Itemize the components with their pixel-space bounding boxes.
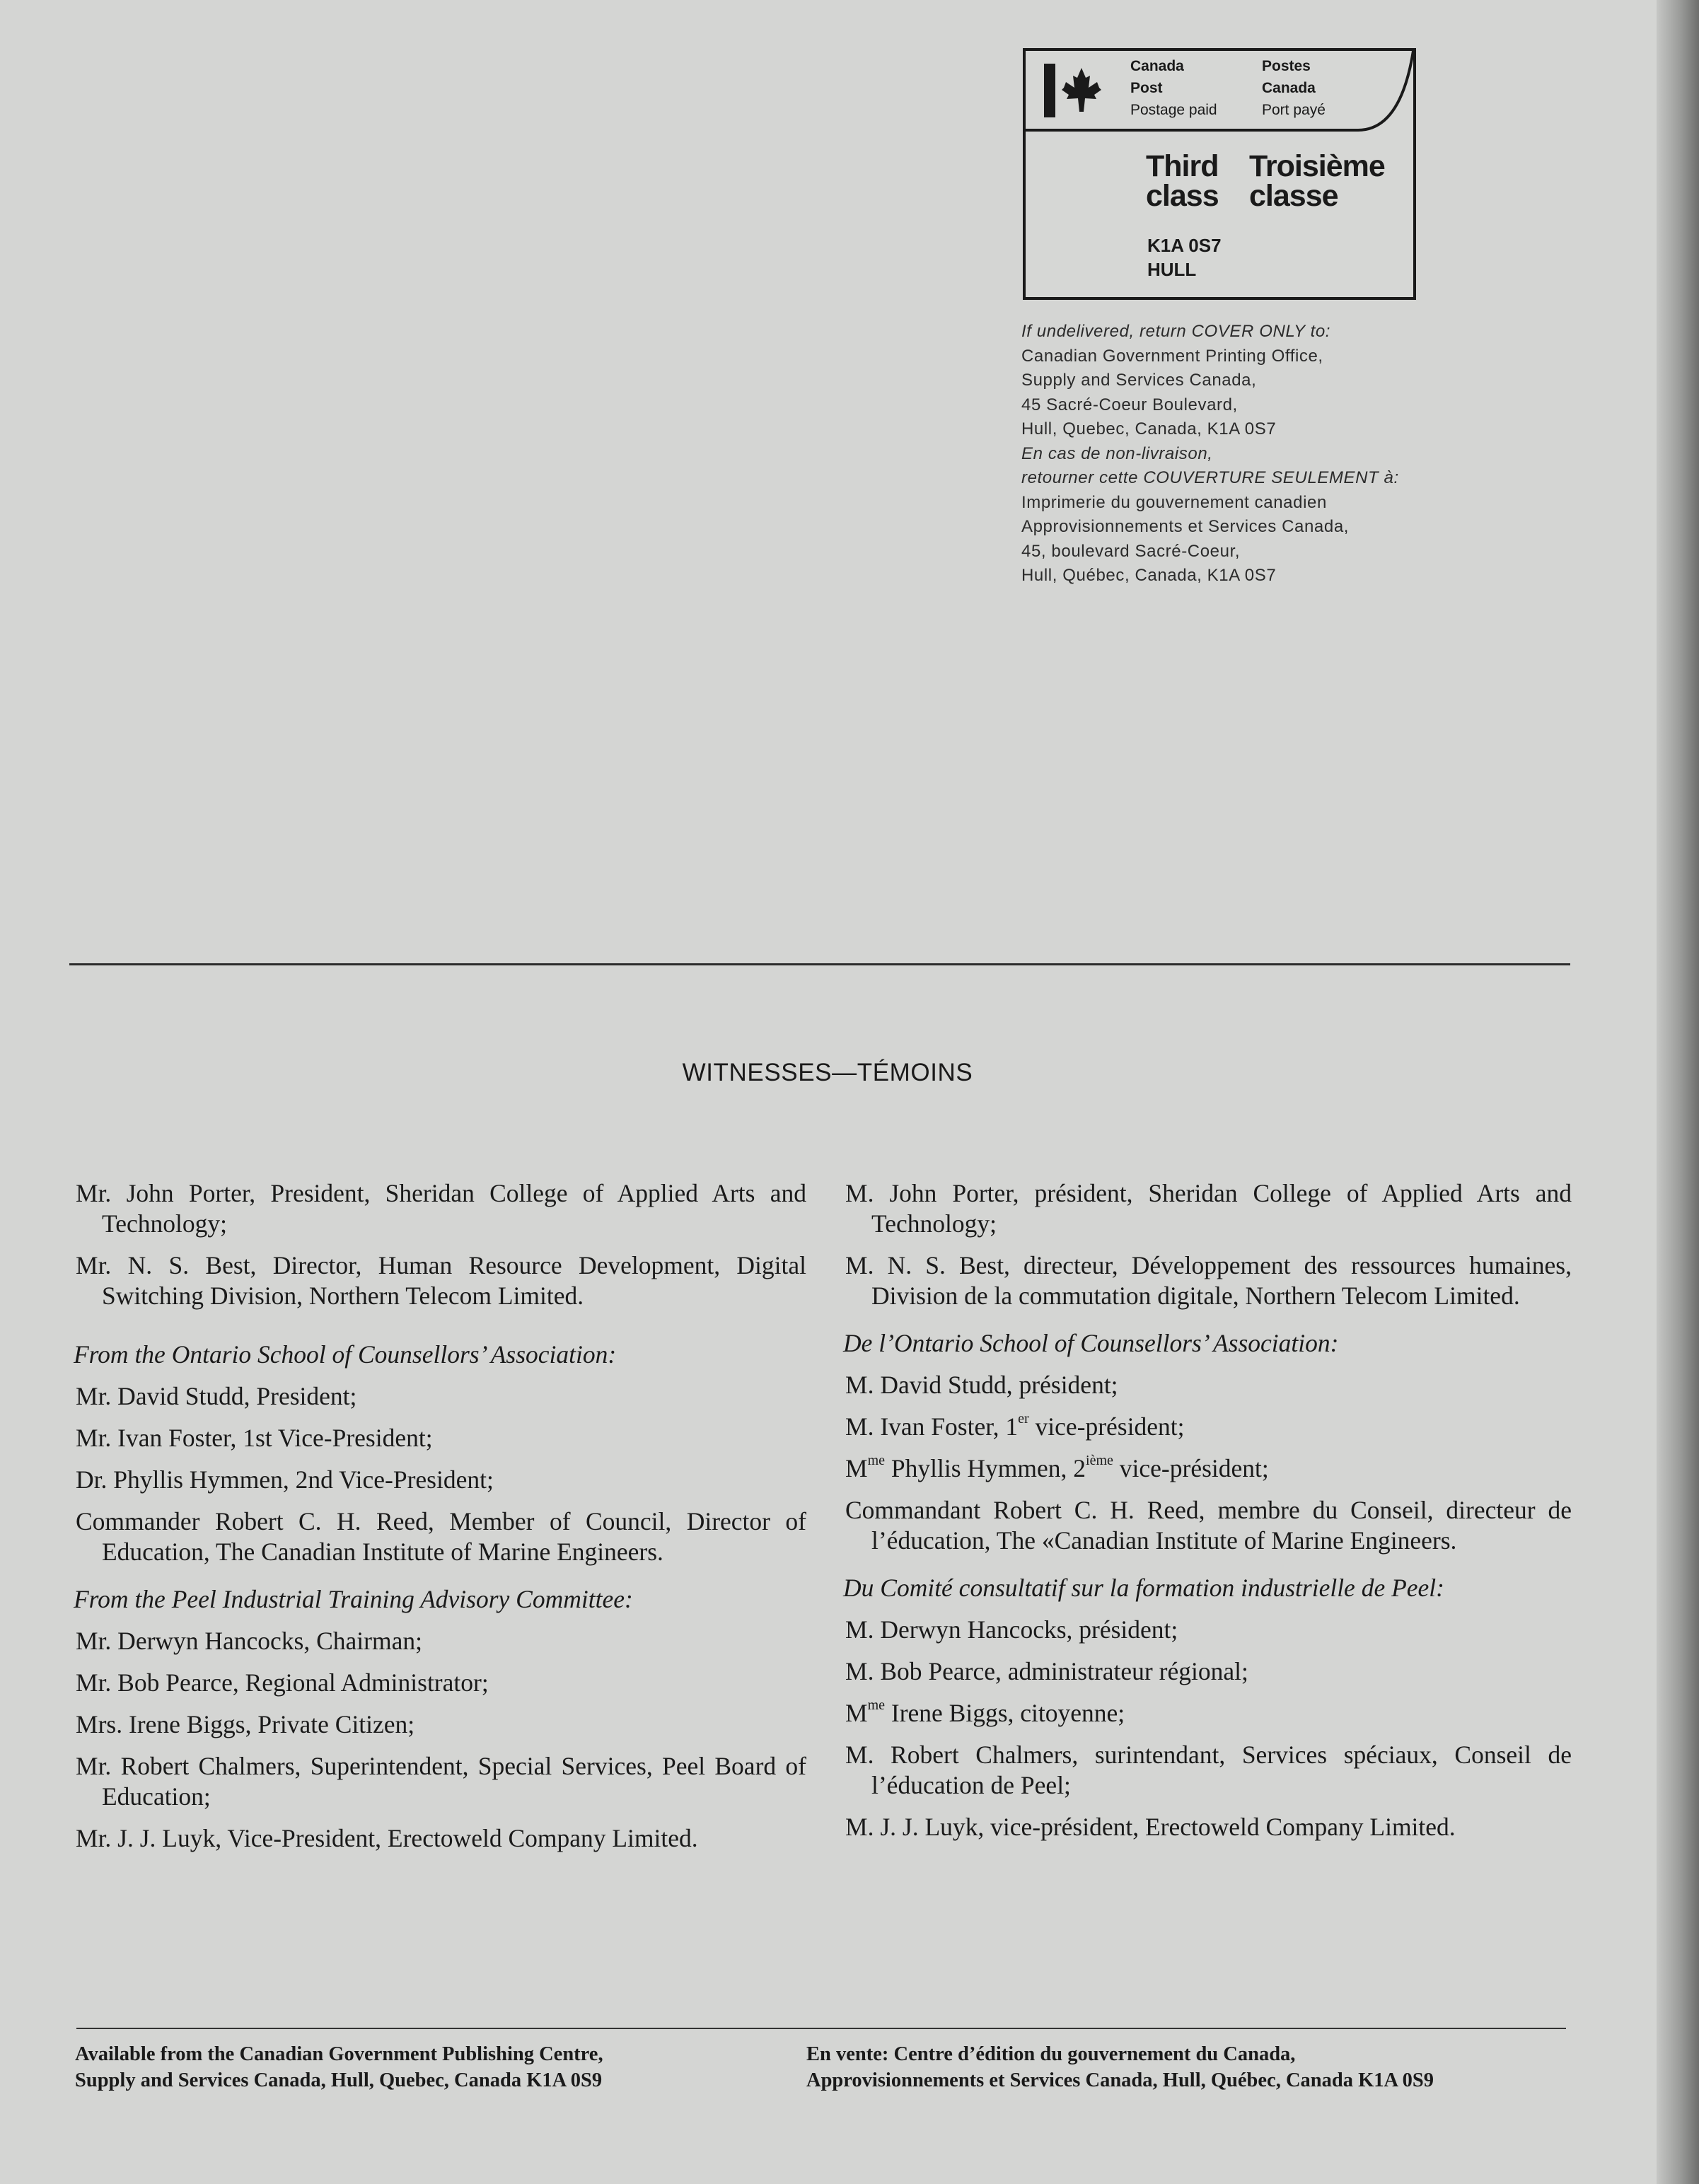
witness-entry: M. David Studd, président;	[845, 1371, 1118, 1399]
entry-text: vice-président;	[1113, 1454, 1269, 1482]
return-address	[1021, 320, 1502, 588]
witness-entry: Dr. Phyllis Hymmen, 2nd Vice-President;	[76, 1465, 494, 1494]
entry-superscript: ième	[1086, 1453, 1113, 1468]
return-line: Imprimerie du gouvernement canadien	[1021, 492, 1327, 512]
witness-entry	[843, 1453, 1572, 1484]
witness-entry: Mr. John Porter, President, Sheridan College of Applied Arts and Technology;	[76, 1179, 806, 1238]
indicia-english-label	[1130, 55, 1217, 121]
witnesses-french-column	[843, 1178, 1572, 1854]
witness-entry: M. J. J. Luyk, vice-président, Erectoweld Company Limited.	[845, 1813, 1456, 1841]
return-line: Hull, Québec, Canada, K1A 0S7	[1021, 566, 1277, 585]
indicia-code: K1A 0S7	[1147, 235, 1222, 256]
return-line: Supply and Services Canada,	[1021, 371, 1257, 390]
maple-leaf-icon	[1060, 66, 1103, 113]
entry-superscript: me	[867, 1697, 886, 1713]
witnesses-english-column	[74, 1178, 806, 1865]
indicia-postal-code	[1147, 233, 1222, 281]
witness-entry: Mrs. Irene Biggs, Private Citizen;	[76, 1710, 415, 1738]
witness-entry: Mr. N. S. Best, Director, Human Resource Development, Digital Switching Division, Northern Telecom Limited.	[76, 1251, 806, 1310]
footer-line: Approvisionnements et Services Canada, Hull, Québec, Canada K1A 0S9	[806, 2069, 1434, 2091]
indicia-classe: classe	[1249, 179, 1338, 213]
witness-entry: Mr. David Studd, President;	[76, 1382, 357, 1410]
flag-bar-icon	[1044, 64, 1055, 117]
return-line: Hull, Quebec, Canada, K1A 0S7	[1021, 419, 1277, 438]
indicia-third-class	[1146, 151, 1219, 211]
postage-indicia	[1023, 48, 1416, 300]
return-line: retourner cette COUVERTURE SEULEMENT à:	[1021, 468, 1399, 487]
return-line: Approvisionnements et Services Canada,	[1021, 517, 1350, 536]
section-divider	[69, 963, 1570, 965]
organization-heading: Du Comité consultatif sur la formation industrielle de Peel:	[843, 1574, 1444, 1602]
return-line: 45, boulevard Sacré-Coeur,	[1021, 541, 1241, 561]
indicia-city: HULL	[1147, 259, 1197, 280]
entry-superscript: er	[1018, 1411, 1029, 1427]
footer-line: Available from the Canadian Government Publishing Centre,	[75, 2043, 603, 2065]
witness-entry: M. Derwyn Hancocks, président;	[845, 1615, 1178, 1644]
footer-divider	[76, 2028, 1566, 2029]
indicia-port-paye: Port payé	[1262, 102, 1326, 118]
return-line: Canadian Government Printing Office,	[1021, 346, 1323, 366]
indicia-header	[1026, 51, 1413, 133]
footer-line: En vente: Centre d’édition du gouvernement du Canada,	[806, 2043, 1296, 2065]
witness-entry	[843, 1698, 1572, 1729]
witness-entry: M. Robert Chalmers, surintendant, Services spéciaux, Conseil de l’éducation de Peel;	[845, 1741, 1572, 1799]
indicia-canada: Canada	[1130, 58, 1184, 74]
organization-heading: From the Ontario School of Counsellors’ Association:	[74, 1340, 617, 1369]
entry-text: Phyllis Hymmen, 2	[885, 1454, 1086, 1482]
entry-superscript: me	[867, 1453, 886, 1468]
page-edge-shadow	[1657, 0, 1699, 2184]
entry-text: M	[845, 1699, 868, 1727]
footer-line: Supply and Services Canada, Hull, Quebec, Canada K1A 0S9	[75, 2069, 603, 2091]
indicia-third: Third	[1146, 149, 1219, 183]
indicia-french-label	[1262, 55, 1326, 121]
return-line: If undelivered, return COVER ONLY to:	[1021, 322, 1331, 341]
witnesses-heading: WITNESSES—TÉMOINS	[682, 1059, 973, 1086]
indicia-postes: Postes	[1262, 58, 1311, 74]
witness-entry: Mr. Bob Pearce, Regional Administrator;	[76, 1668, 489, 1697]
entry-text: Irene Biggs, citoyenne;	[885, 1699, 1125, 1727]
indicia-postage-paid: Postage paid	[1130, 102, 1217, 118]
indicia-canada-fr: Canada	[1262, 80, 1316, 96]
footer-availability-french	[806, 2041, 1434, 2093]
entry-text: M	[845, 1454, 868, 1482]
witness-entry: Commander Robert C. H. Reed, Member of Council, Director of Education, The Canadian Institute of Marine Engineers.	[76, 1507, 806, 1566]
witness-entry: M. Bob Pearce, administrateur régional;	[845, 1657, 1248, 1685]
witness-entry: Mr. Robert Chalmers, Superintendent, Special Services, Peel Board of Education;	[76, 1752, 806, 1811]
organization-heading: From the Peel Industrial Training Advisory Committee:	[74, 1585, 633, 1613]
witness-entry	[843, 1412, 1572, 1442]
indicia-class: class	[1146, 179, 1219, 213]
witness-entry: M. John Porter, président, Sheridan College of Applied Arts and Technology;	[845, 1179, 1572, 1238]
indicia-post: Post	[1130, 80, 1163, 96]
entry-text: M. Ivan Foster, 1	[845, 1412, 1019, 1441]
entry-text: vice-président;	[1028, 1412, 1185, 1441]
witness-entry: Commandant Robert C. H. Reed, membre du Conseil, directeur de l’éducation, The «Canadian Institute of Marine Engineers.	[845, 1496, 1572, 1555]
indicia-troisieme-classe	[1249, 151, 1385, 211]
witness-entry: Mr. J. J. Luyk, Vice-President, Erectoweld Company Limited.	[76, 1824, 698, 1852]
return-line: 45 Sacré-Coeur Boulevard,	[1021, 395, 1238, 414]
return-line: En cas de non-livraison,	[1021, 443, 1213, 463]
indicia-troisieme: Troisième	[1249, 149, 1385, 183]
organization-heading: De l’Ontario School of Counsellors’ Association:	[843, 1329, 1339, 1357]
witness-entry: M. N. S. Best, directeur, Développement des ressources humaines, Division de la commutation digitale, Northern Telecom Limited.	[845, 1251, 1572, 1310]
footer-availability-english	[75, 2041, 603, 2093]
witness-entry: Mr. Derwyn Hancocks, Chairman;	[76, 1627, 422, 1655]
witness-entry: Mr. Ivan Foster, 1st Vice-President;	[76, 1424, 433, 1452]
